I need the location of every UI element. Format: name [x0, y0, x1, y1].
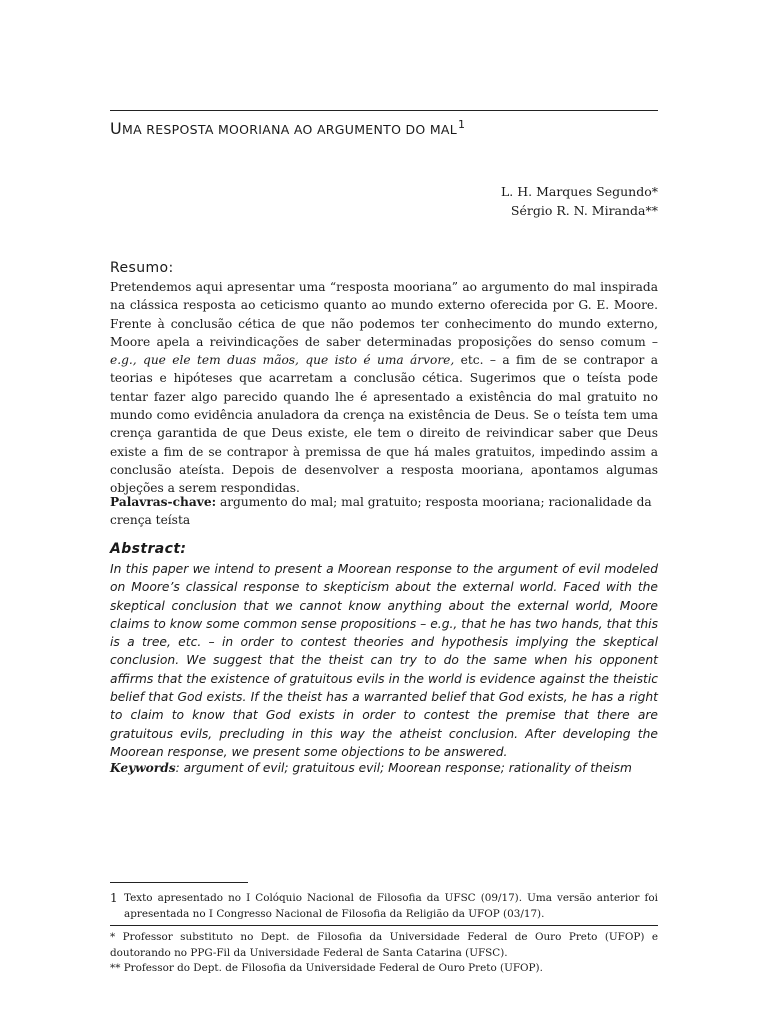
title-footnote-ref[interactable]: 1: [458, 118, 466, 131]
author-1: L. H. Marques Segundo*: [500, 184, 658, 199]
footnote-1: [110, 890, 658, 922]
keywords-label: Keywords: [110, 761, 176, 775]
footnote-1-number: 1: [110, 891, 118, 905]
palavras-chave-line: [110, 493, 658, 530]
palavras-chave-label: Palavras-chave:: [110, 495, 217, 509]
footnote-rule: [110, 925, 658, 926]
keywords-values: : argument of evil; gratuitous evil; Moorean response; rationality of theism: [175, 761, 632, 775]
resumo-heading: Resumo:: [110, 260, 174, 276]
resumo-text-1: Pretendemos aqui apresentar uma “resposta mooriana” ao argumento do mal inspirada na clássica resposta ao ceticismo quanto ao mundo externo oferecida por G. E. Moore. Frente à conclusão cética de que não podemos ter conhecimento do mundo externo, Moore apela a reivindicações de saber determinadas proposições do senso comum –: [110, 280, 658, 349]
title-initial: U: [110, 119, 123, 138]
abstract-paragraph: In this paper we intend to present a Moorean response to the argument of evil modeled on Moore’s classical response to skepticism about the external world. Faced with the skeptical conclusion that we cannot know anything about the external world, Moore claims to know some common sense propositions – e.g., that he has two hands, that this is a tree, etc. – in order to contest theories and hypothesis implying the skeptical conclusion. We suggest that the theist can try to do the same when his opponent affirms that the existence of gratuitous evils in the world is evidence against the theistic belief that God exists. If the theist has a warranted belief that God exists, he has a right to claim to know that God exists in order to contest the premise that there are gratuitous evils, precluding in this way the atheist conclusion. After developing the Moorean response, we present some objections to be answered.: [110, 562, 658, 759]
author-2: Sérgio R. N. Miranda**: [510, 203, 658, 218]
authors-block: [501, 182, 658, 220]
resumo-italic-examples: e.g., que ele tem duas mãos, que isto é uma árvore,: [110, 353, 455, 368]
footnote-separator: [110, 882, 248, 883]
keywords-line: [110, 759, 658, 777]
paper-title-text: [110, 120, 457, 138]
title-rule: [110, 110, 658, 111]
footnote-1-text: Texto apresentado no I Colóquio Nacional de Filosofia da UFSC (09/17). Uma versão anterior foi apresentada no I Congresso Nacional de Filosofia da Religião da UFOP (03/17).: [124, 892, 658, 920]
title-rest: MA RESPOSTA MOORIANA AO ARGUMENTO DO MAL: [122, 122, 458, 137]
footnote-star-2: ** Professor do Dept. de Filosofia da Universidade Federal de Ouro Preto (UFOP).: [110, 962, 543, 974]
paper-title: [110, 118, 658, 138]
resumo-paragraph: [110, 278, 658, 498]
resumo-text-2: etc. – a fim de se contrapor a teorias e hipóteses que acarretam a conclusão cética. Sugerimos que o teísta pode tentar fazer algo parecido quando lhe é apresentado a existência do mal gratuito no mundo como evidência anuladora da crença na existência de Deus. Se o teísta tem uma crença garantida de que Deus existe, ele tem o direito de reivindicar saber que Deus existe a fim de se contrapor à premissa de que há males gratuitos, impedindo assim a conclusão ateísta. Depois de desenvolver a resposta mooriana, apontamos algumas objeções a serem respondidas.: [110, 353, 658, 496]
author-footnotes: [110, 930, 658, 977]
abstract-heading: Abstract:: [110, 541, 187, 557]
palavras-chave-values: argumento do mal; mal gratuito; resposta mooriana; racionalidade da crença teísta: [110, 495, 652, 528]
footnote-star-1: * Professor substituto no Dept. de Filosofia da Universidade Federal de Ouro Preto (UFOP) e doutorando no PPG-Fil da Universidade Federal de Santa Catarina (UFSC).: [110, 931, 658, 959]
